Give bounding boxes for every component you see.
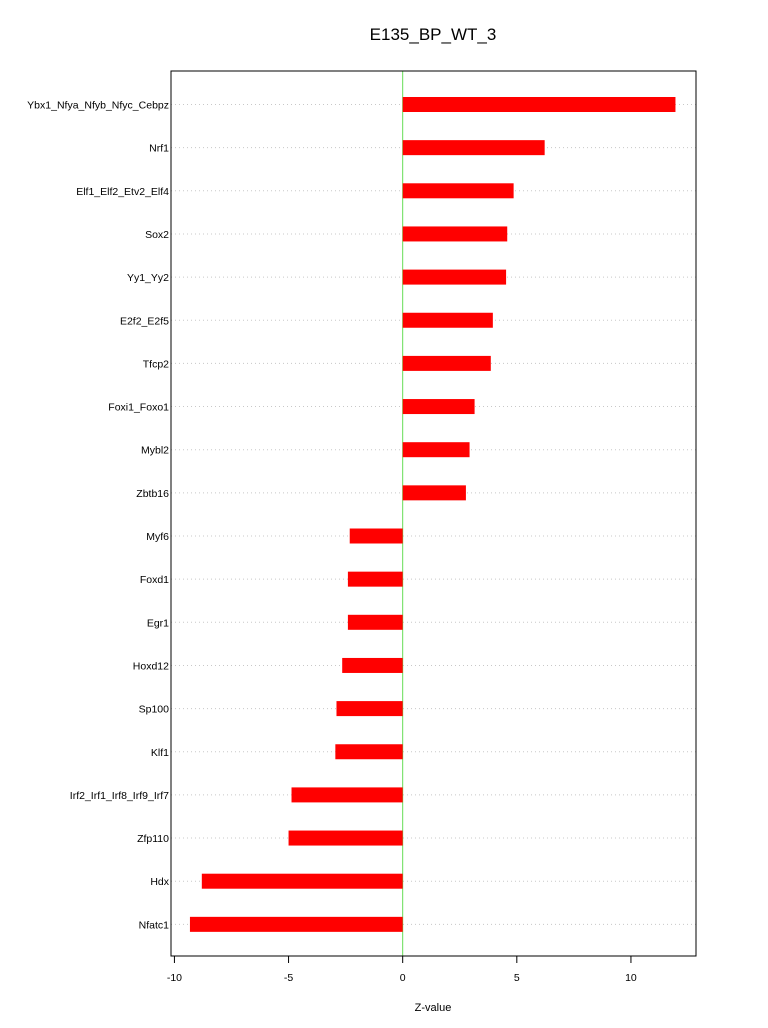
bar <box>335 744 402 759</box>
x-axis-label: Z-value <box>414 1002 452 1014</box>
category-label: Zfp110 <box>137 833 169 846</box>
bar <box>348 615 403 630</box>
bar <box>350 529 403 544</box>
category-label: Klf1 <box>150 746 169 759</box>
category-label: E2f2_E2f5 <box>119 315 169 328</box>
category-label: Foxd1 <box>139 574 169 587</box>
category-labels <box>27 100 171 932</box>
category-label: Hoxd12 <box>132 660 169 673</box>
category-label: Nfatc1 <box>138 919 169 932</box>
bar <box>403 140 545 155</box>
bar <box>403 399 475 414</box>
bar <box>289 831 403 846</box>
bar <box>403 356 491 371</box>
bar <box>202 874 403 889</box>
category-label: Irf2_Irf1_Irf8_Irf9_Irf7 <box>69 789 169 802</box>
bar <box>190 917 403 932</box>
category-label: Hdx <box>150 876 169 889</box>
x-tick-label: 10 <box>625 972 637 984</box>
category-label: Sox2 <box>145 228 169 241</box>
category-label: Elf1_Elf2_Etv2_Elf4 <box>76 185 169 198</box>
bar <box>403 313 493 328</box>
chart-title: E135_BP_WT_3 <box>369 25 497 44</box>
bar <box>292 787 403 802</box>
x-axis-ticks <box>167 956 637 984</box>
category-label: Nrf1 <box>149 142 169 155</box>
bar <box>336 701 402 716</box>
category-label: Myf6 <box>146 531 169 543</box>
bars <box>190 97 676 932</box>
category-label: Egr1 <box>146 617 169 630</box>
category-label: Yy1_Yy2 <box>126 272 169 285</box>
x-tick-label: 5 <box>513 972 520 984</box>
bar <box>403 226 508 241</box>
category-label: Ybx1_Nfya_Nfyb_Nfyc_Cebpz <box>27 99 169 112</box>
category-label: Mybl2 <box>140 444 169 457</box>
category-label: Foxi1_Foxo1 <box>108 401 169 414</box>
bar <box>403 270 506 285</box>
bar <box>342 658 402 673</box>
bar <box>403 97 676 112</box>
category-label: Tfcp2 <box>142 358 169 371</box>
bar <box>403 485 466 500</box>
bar <box>403 442 470 457</box>
category-label: Zbtb16 <box>136 487 169 500</box>
plot-frame <box>171 71 696 956</box>
category-label: Sp100 <box>138 703 169 716</box>
x-tick-label: -5 <box>283 972 294 984</box>
bar <box>403 183 514 198</box>
x-tick-label: 0 <box>399 972 406 984</box>
bar <box>348 572 403 587</box>
x-tick-label: -10 <box>166 972 183 984</box>
